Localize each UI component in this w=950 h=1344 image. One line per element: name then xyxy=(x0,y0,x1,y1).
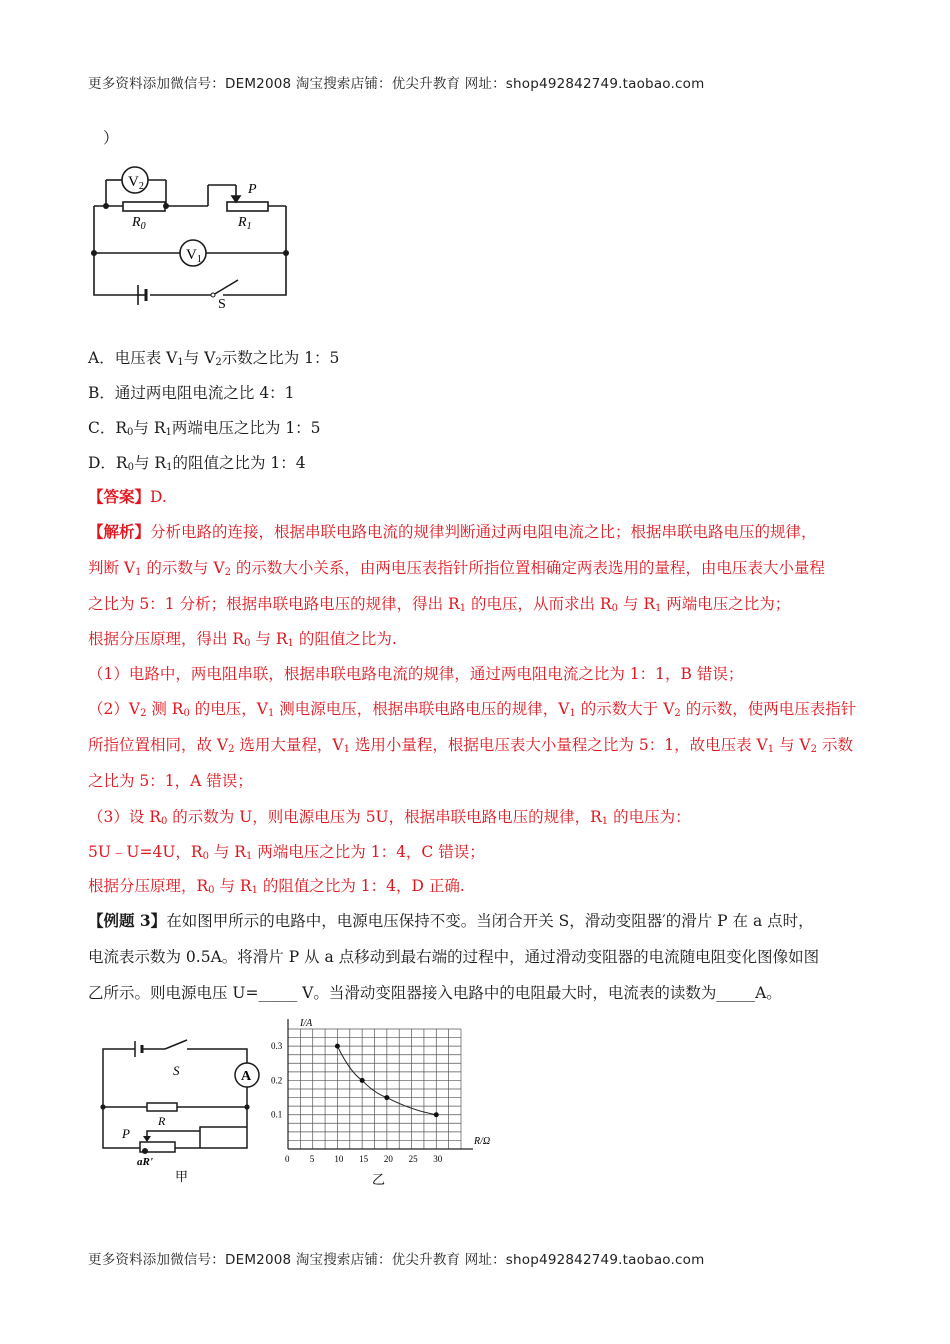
analysis-line-7: 所指位置相同，故 $V_2$ 选用大量程，$V_1$ 选用小量程，根据电压表大小量程之比为 5：1，故电压表 $V_1$ 与 $V_2$ 示数 xyxy=(88,736,853,755)
x-tick-label: 30 xyxy=(433,1154,443,1164)
option-b: B．通过两电阻电流之比 4：1 xyxy=(88,384,295,402)
x-tick-label: 25 xyxy=(408,1154,418,1164)
blank-voltage[interactable]: _____ xyxy=(258,984,298,1002)
r1-label: $R_1$ xyxy=(238,215,252,232)
circuit-diagram-2 xyxy=(95,1035,275,1185)
analysis-line-5: （1）电路中，两电阻串联，根据串联电路电流的规律，通过两电阻电流之比为 1：1，B 错误； xyxy=(88,665,744,683)
data-point xyxy=(335,1044,340,1049)
data-point xyxy=(384,1095,389,1100)
analysis-line-10: 5U﹣U=4U，$R_0$ 与 $R_1$ 两端电压之比为 1：4，C 错误； xyxy=(88,843,485,862)
v2-label: $V_2$ xyxy=(128,174,144,192)
chart-axes xyxy=(271,1019,473,1164)
r-label: R xyxy=(158,1114,166,1128)
analysis-line-2: 判断 $V_1$ 的示数与 $V_2$ 的示数大小关系，由两电压表指针所指位置相确定两表选用的量程，由电压表大小量程 xyxy=(88,559,825,578)
x-tick-label: 15 xyxy=(359,1154,369,1164)
x-tick-label: 5 xyxy=(309,1154,315,1164)
circuit-diagram-1 xyxy=(88,160,298,310)
analysis-line-8: 之比为 5：1，A 错误； xyxy=(88,772,253,790)
example3-line-1: 【例题 3】在如图甲所示的电路中，电源电压保持不变。当闭合开关 S，滑动变阻器′的滑片 P 在 a 点时， xyxy=(88,911,814,930)
example3-line-3: 乙所示。则电源电压 U=_____ V。当滑动变阻器接入电路中的电阻最大时，电流表的读数为_____A。 xyxy=(88,984,782,1002)
ammeter-label: A xyxy=(241,1069,252,1084)
y-tick-label: 0.2 xyxy=(271,1075,283,1086)
y-axis-label: I/A xyxy=(300,1018,313,1029)
answer: 【答案】D. xyxy=(88,487,167,506)
option-a: A．电压表 $V_1$与 $V_2$示数之比为 1：5 xyxy=(88,349,340,368)
example3-line-2: 电流表示数为 0.5A。将滑片 P 从 a 点移动到最右端的过程中，通过滑动变阻器的电流随电阻变化图像如图 xyxy=(88,948,820,966)
chart-grid xyxy=(288,1029,461,1149)
analysis-line-1: 【解析】分析电路的连接，根据串联电路电流的规律判断通过两电阻电流之比；根据串联电路电压的规律， xyxy=(88,522,817,541)
analysis-line-4: 根据分压原理，得出 $R_0$ 与 $R_1$ 的阻值之比为. xyxy=(88,630,397,649)
slider-p-label: P xyxy=(248,182,257,197)
analysis-line-6: $(2)V_2$ 测 $R_0$ 的电压，$V_1$ 测电源电压，根据串联电路电压的规律，$V_1$ 的示数大于 $V_2$ 的示数，使两电压表指针 xyxy=(88,700,857,719)
question-paren: ） xyxy=(103,129,119,147)
y-tick-label: 0.1 xyxy=(271,1109,283,1120)
switch-s-label: S xyxy=(218,297,226,310)
switch-s-label-2: S xyxy=(173,1063,180,1078)
caption-yi: 乙 xyxy=(372,1172,386,1187)
caption-jia: 甲 xyxy=(175,1169,189,1184)
data-point xyxy=(360,1078,365,1083)
v1-label: $V_1$ xyxy=(186,247,202,265)
page-header: 更多资料添加微信号：DEM2008 淘宝搜索店铺：优尖升教育 网址：shop492842749.taobao.com xyxy=(88,76,705,92)
x-tick-label: 20 xyxy=(383,1154,393,1164)
x-tick-label: 10 xyxy=(334,1154,344,1164)
slider-p-label-2: P xyxy=(122,1126,130,1141)
analysis-line-3: 之比为 5：1 分析；根据串联电路电压的规律，得出 $R_1$ 的电压，从而求出 $R_0$ 与 $R_1$ 两端电压之比为； xyxy=(88,595,791,614)
r0-label: $R_0$ xyxy=(132,215,146,232)
x-axis-label: R/Ω xyxy=(474,1136,491,1147)
ar-label: aR' xyxy=(137,1156,153,1168)
data-point xyxy=(434,1112,439,1117)
option-c: C．$R_0$与 $R_1$两端电压之比为 1：5 xyxy=(88,419,321,438)
blank-current[interactable]: _____ xyxy=(716,984,756,1002)
y-tick-label: 0.3 xyxy=(271,1041,283,1052)
analysis-line-11: 根据分压原理，$R_0$ 与 $R_1$ 的阻值之比为 1：4，D 正确. xyxy=(88,877,465,896)
x-tick-label: 0 xyxy=(285,1154,290,1164)
page-footer: 更多资料添加微信号：DEM2008 淘宝搜索店铺：优尖升教育 网址：shop492842749.taobao.com xyxy=(88,1252,705,1268)
analysis-line-9: （3）设 $R_0$ 的示数为 U，则电源电压为 5U，根据串联电路电压的规律，$R_1$ 的电压为： xyxy=(88,808,691,827)
option-d: D．$R_0$与 $R_1$的阻值之比为 1：4 xyxy=(88,454,306,473)
current-resistance-chart xyxy=(268,1012,498,1187)
